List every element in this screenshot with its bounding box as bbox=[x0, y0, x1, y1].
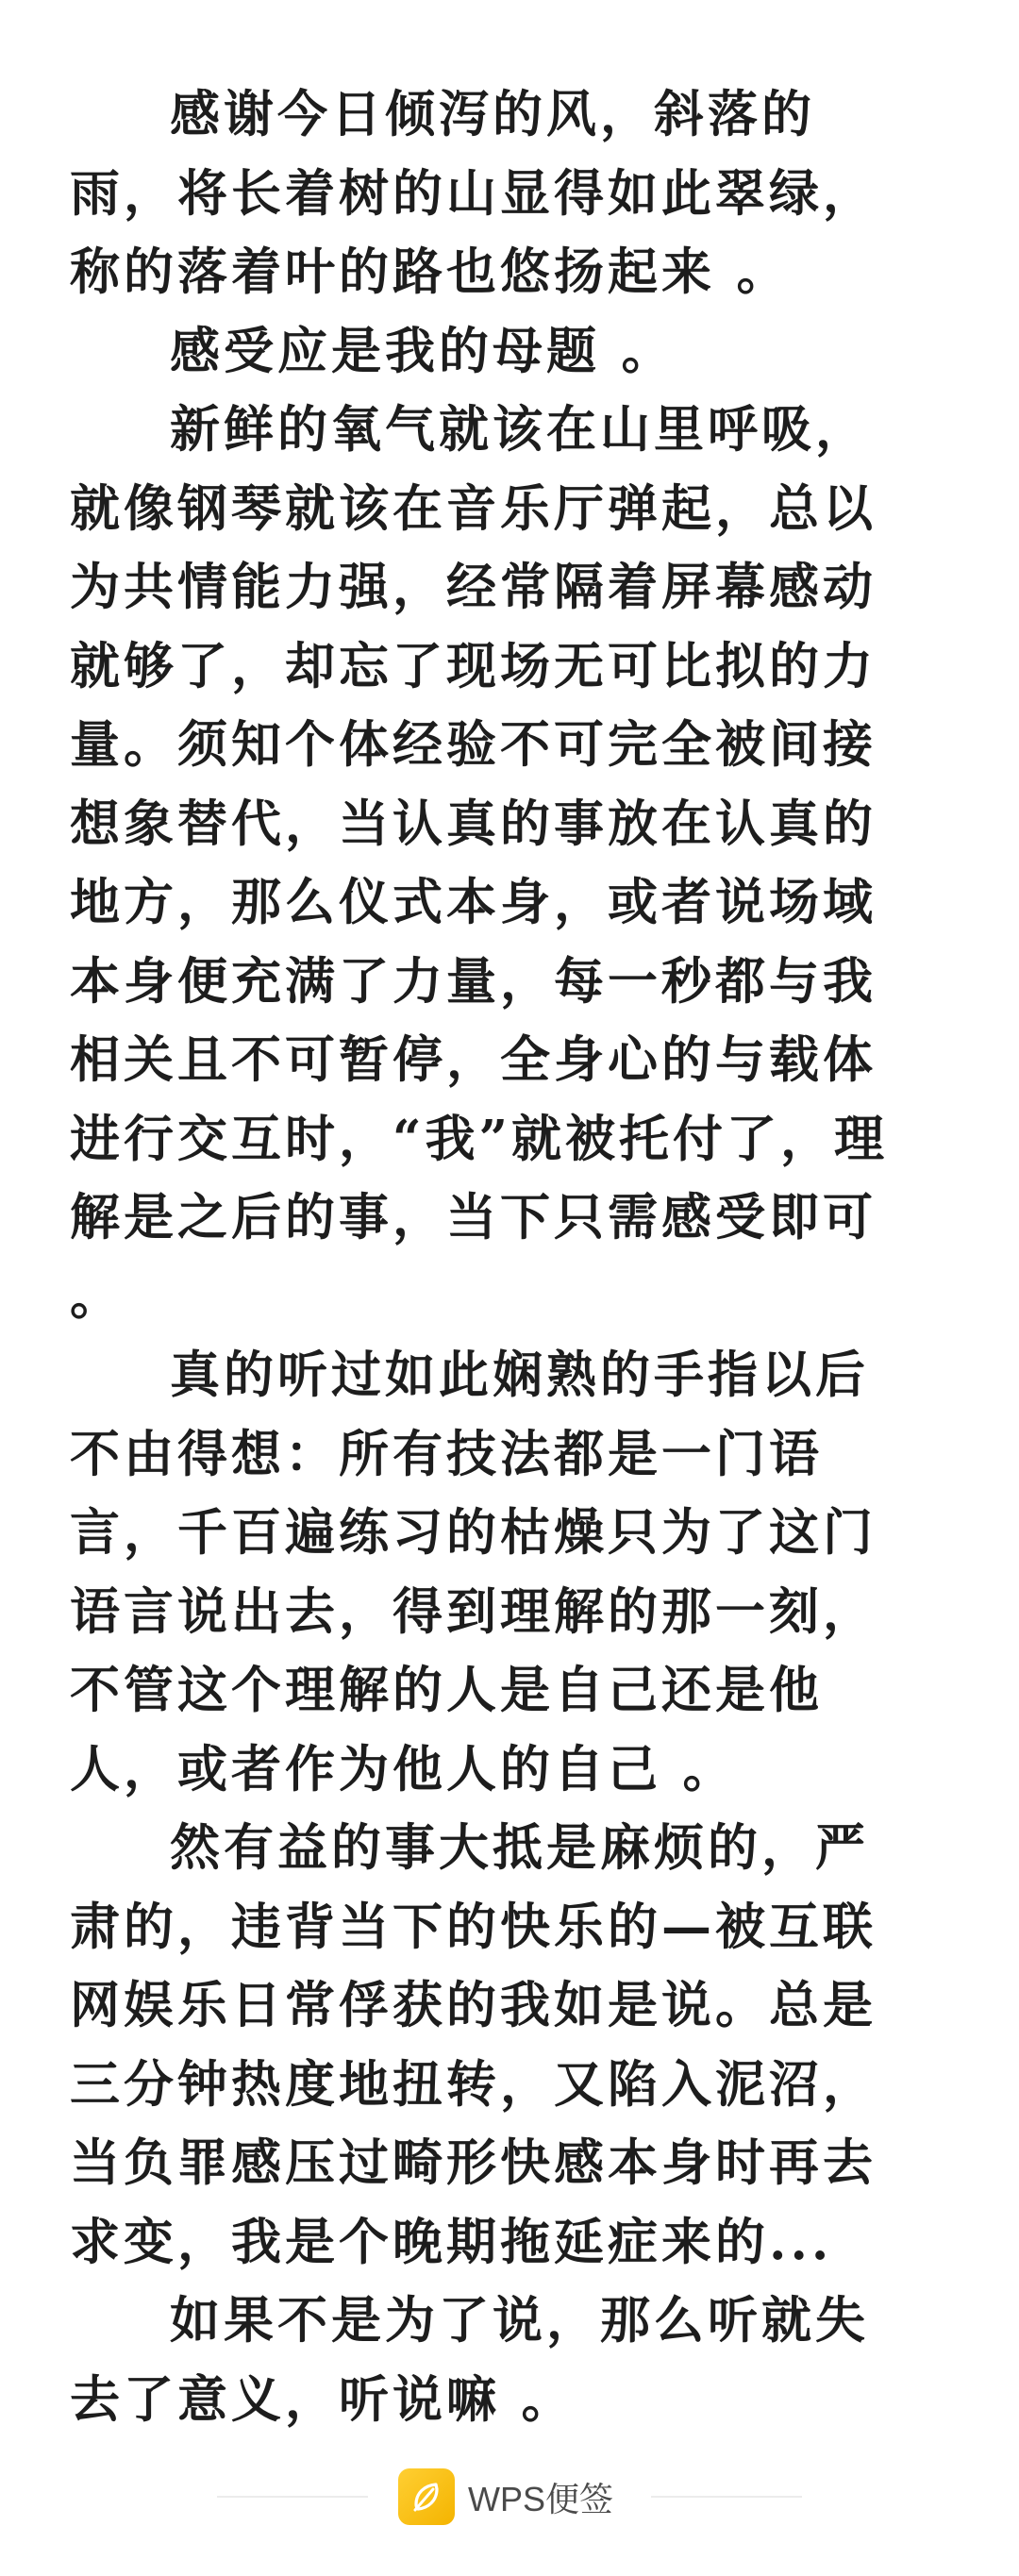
note-body bbox=[70, 75, 919, 2439]
footer-divider-right bbox=[651, 2496, 802, 2498]
paragraph-4: 真的听过如此娴熟的手指以后不由得想：所有技法都是一门语言，千百遍练习的枯燥只为了这门语言说出去，得到理解的那一刻，不管这个理解的人是自己还是他人，或者作为他人的自己 。 bbox=[70, 1346, 877, 1798]
leaf-icon bbox=[408, 2478, 445, 2516]
paragraph-5: 然有益的事大抵是麻烦的，严肃的，违背当下的快乐的—被互联网娱乐日常俘获的我如是说。总是三分钟热度地扭转，又陷入泥沼，当负罪感压过畸形快感本身时再去求变，我是个晚期拖延症来的... bbox=[70, 1818, 877, 2271]
brand bbox=[398, 2467, 613, 2527]
wps-note-logo bbox=[398, 2468, 455, 2525]
footer-divider-left bbox=[217, 2496, 368, 2498]
paragraph-3: 新鲜的氧气就该在山里呼吸，就像钢琴就该在音乐厅弹起，总以为共情能力强，经常隔着屏幕感动就够了，却忘了现场无可比拟的力量。须知个体经验不可完全被间接想象替代，当认真的事放在认真的地方，那么仪式本身，或者说场域本身便充满了力量，每一秒都与我相关且不可暂停，全身心的与载体进行交互时，“我”就被托付了，理解是之后的事，当下只需感受即可 。 bbox=[70, 400, 888, 1326]
paragraph-6: 如果不是为了说，那么听就失去了意义，听说嘛 。 bbox=[70, 2291, 869, 2429]
paragraph-2: 感受应是我的母题 。 bbox=[170, 321, 676, 380]
footer bbox=[0, 2446, 1019, 2521]
paragraph-1: 感谢今日倾泻的风，斜落的雨，将长着树的山显得如此翠绿，称的落着叶的路也悠扬起来 。 bbox=[70, 85, 877, 301]
brand-name: WPS便签 bbox=[468, 2479, 614, 2518]
